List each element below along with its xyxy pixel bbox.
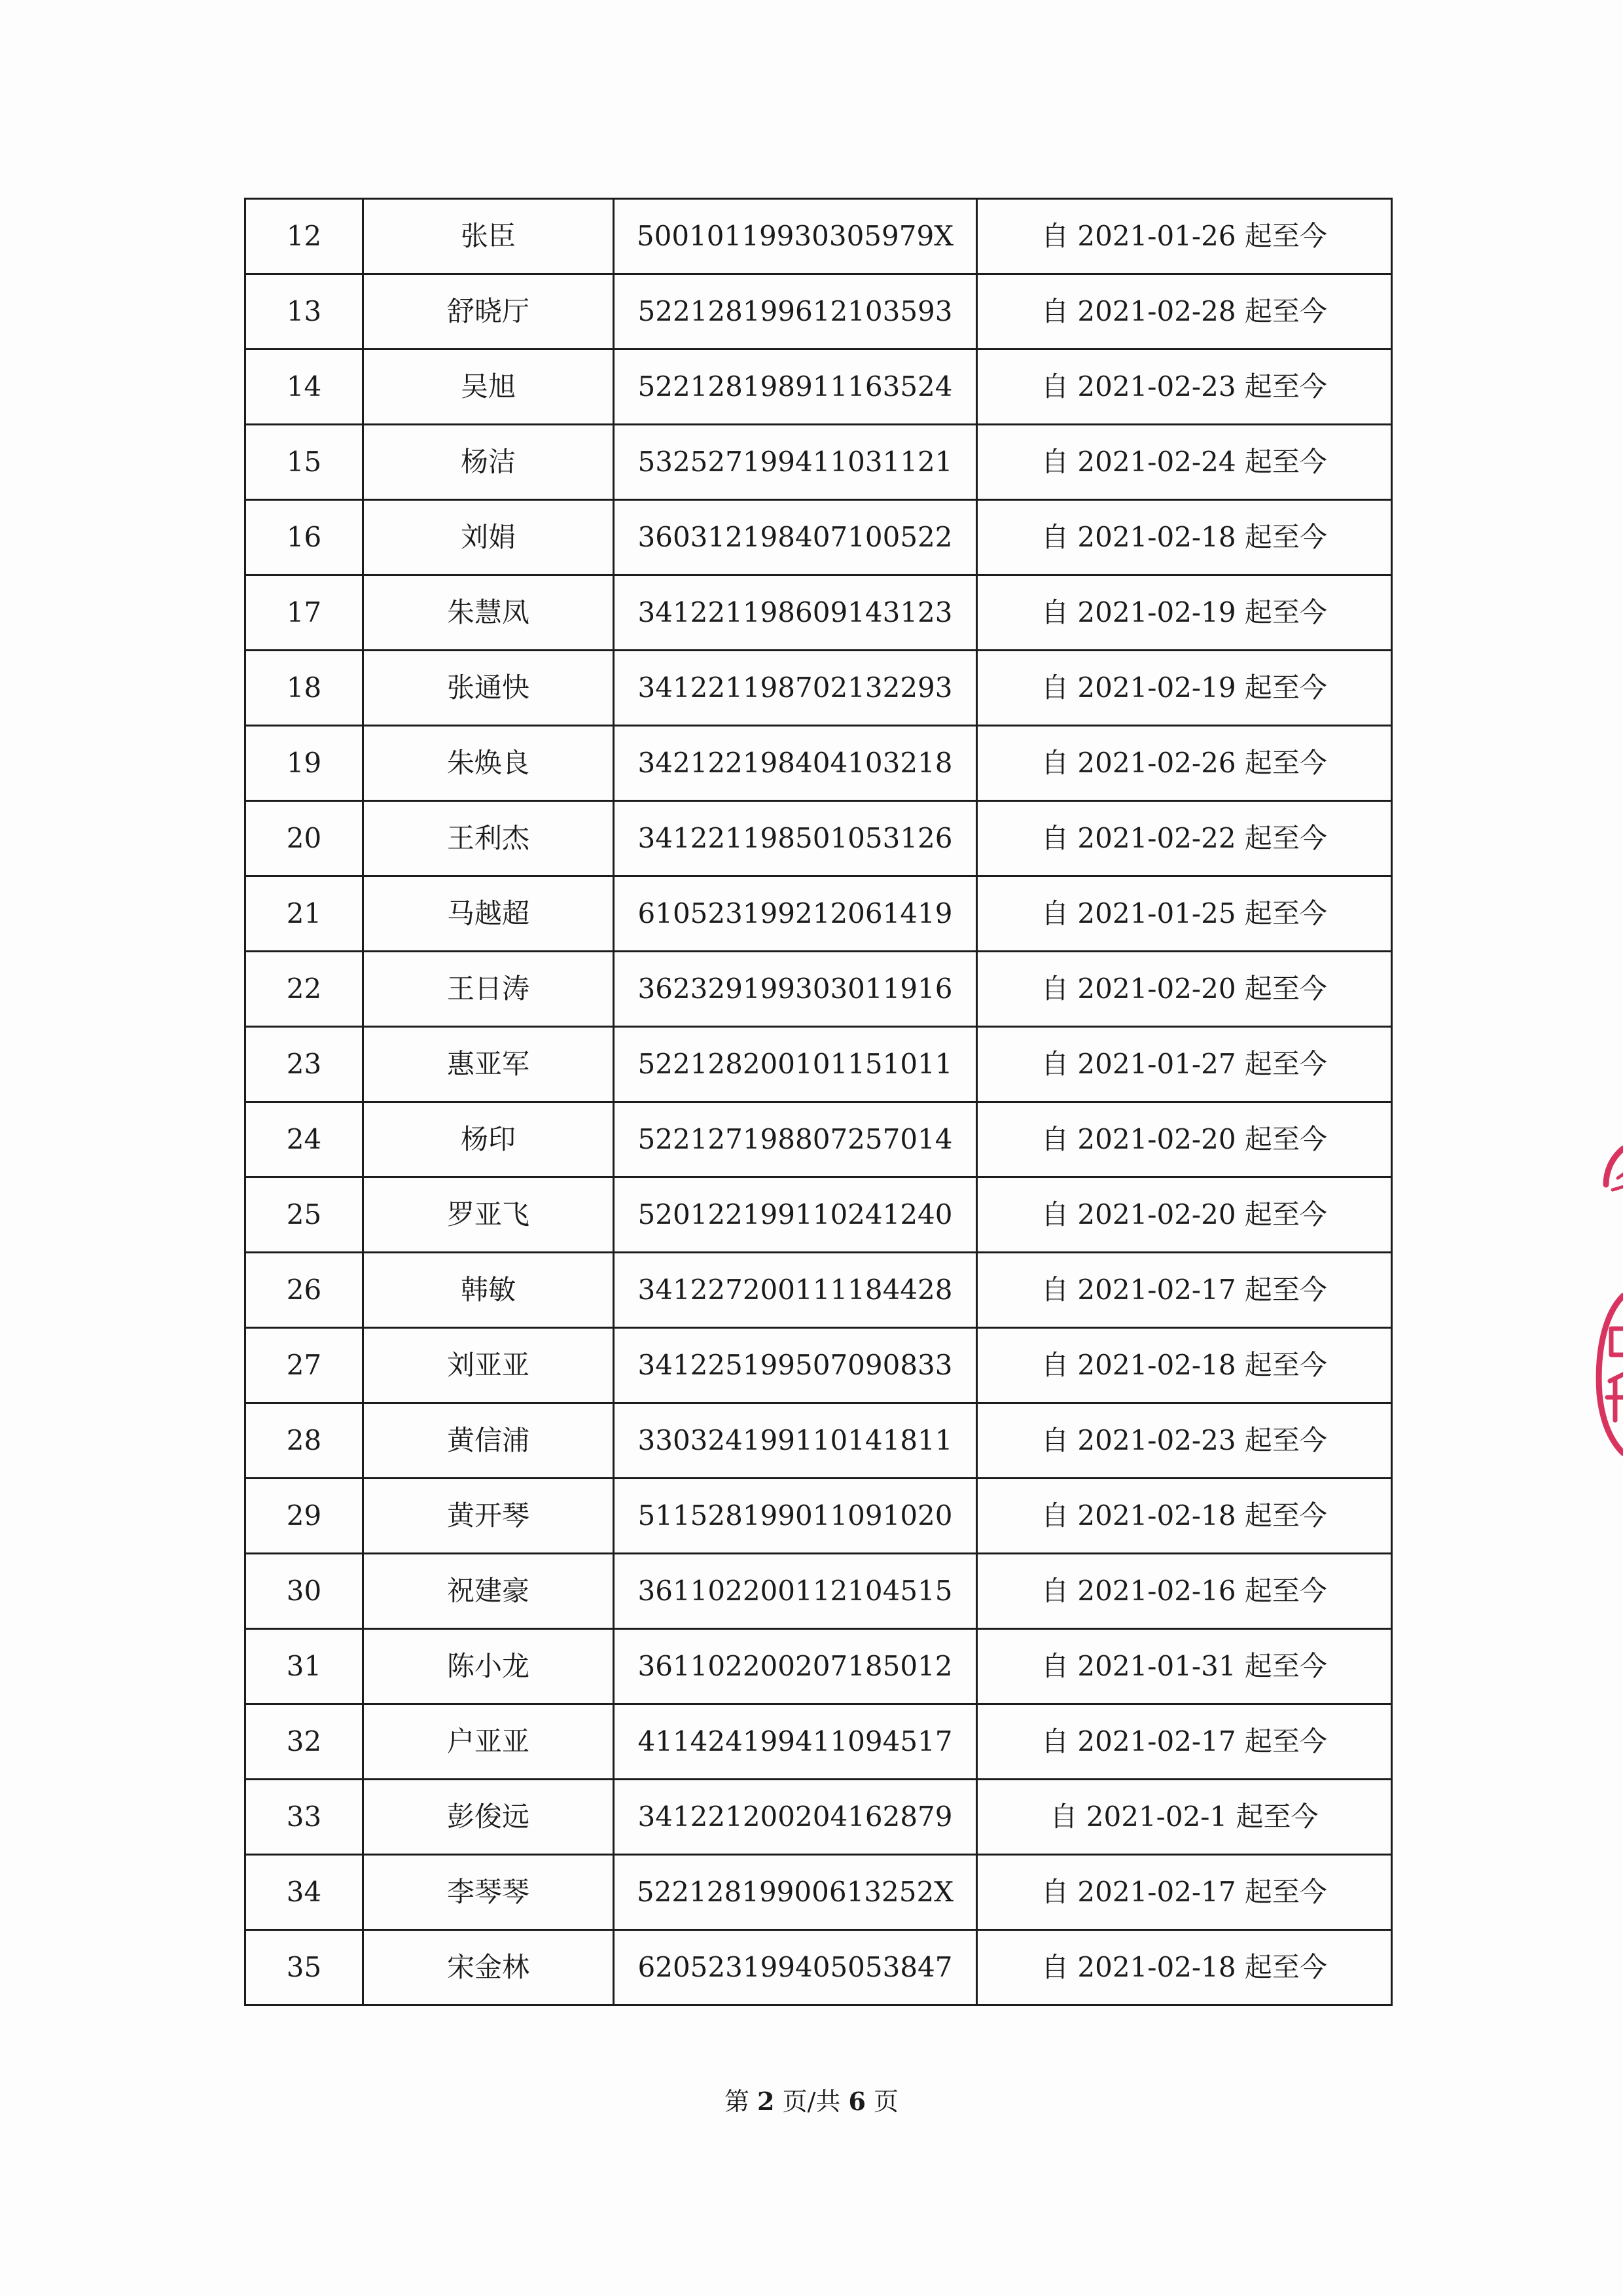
row-id-number: 522128198911163524: [614, 350, 977, 425]
table-row: [245, 1704, 1392, 1780]
footer-prefix: 第: [724, 2087, 749, 2116]
table-row: [245, 1027, 1392, 1102]
row-name: 朱焕良: [363, 726, 614, 801]
row-number: 12: [245, 199, 363, 274]
row-period: 自 2021-02-28 起至今: [977, 274, 1392, 350]
row-id-number: 511528199011091020: [614, 1479, 977, 1554]
row-name: 陈小龙: [363, 1629, 614, 1704]
row-period: 自 2021-02-24 起至今: [977, 425, 1392, 500]
row-period: 自 2021-02-23 起至今: [977, 350, 1392, 425]
row-name: 马越超: [363, 876, 614, 952]
row-number: 18: [245, 651, 363, 726]
row-id-number: 522128199612103593: [614, 274, 977, 350]
row-name: 李琴琴: [363, 1855, 614, 1930]
row-period: 自 2021-02-20 起至今: [977, 1177, 1392, 1253]
seal-fragment: [1577, 1132, 1623, 1473]
table-row: [245, 1328, 1392, 1403]
row-number: 25: [245, 1177, 363, 1253]
row-id-number: 330324199110141811: [614, 1403, 977, 1479]
row-name: 张通快: [363, 651, 614, 726]
footer-suffix: 页: [874, 2087, 899, 2116]
row-name: 黄信浦: [363, 1403, 614, 1479]
row-period: 自 2021-01-31 起至今: [977, 1629, 1392, 1704]
row-name: 刘亚亚: [363, 1328, 614, 1403]
table-row: [245, 274, 1392, 350]
row-number: 30: [245, 1554, 363, 1629]
row-name: 罗亚飞: [363, 1177, 614, 1253]
row-id-number: 52212819900613252X: [614, 1855, 977, 1930]
row-name: 杨印: [363, 1102, 614, 1177]
row-id-number: 610523199212061419: [614, 876, 977, 952]
row-id-number: 620523199405053847: [614, 1930, 977, 2005]
row-name: 宋金林: [363, 1930, 614, 2005]
row-id-number: 361102200207185012: [614, 1629, 977, 1704]
row-period: 自 2021-02-18 起至今: [977, 1328, 1392, 1403]
row-id-number: 341221200204162879: [614, 1780, 977, 1855]
row-period: 自 2021-02-17 起至今: [977, 1855, 1392, 1930]
row-id-number: 361102200112104515: [614, 1554, 977, 1629]
row-period: 自 2021-01-25 起至今: [977, 876, 1392, 952]
row-name: 彭俊远: [363, 1780, 614, 1855]
row-id-number: 360312198407100522: [614, 500, 977, 575]
row-period: 自 2021-02-17 起至今: [977, 1704, 1392, 1780]
row-period: 自 2021-02-18 起至今: [977, 1930, 1392, 2005]
table-row: [245, 1479, 1392, 1554]
table-row: [245, 952, 1392, 1027]
row-name: 黄开琴: [363, 1479, 614, 1554]
table-row: [245, 1855, 1392, 1930]
row-number: 31: [245, 1629, 363, 1704]
row-period: 自 2021-02-18 起至今: [977, 500, 1392, 575]
row-id-number: 411424199411094517: [614, 1704, 977, 1780]
row-id-number: 341225199507090833: [614, 1328, 977, 1403]
row-name: 韩敏: [363, 1253, 614, 1328]
row-number: 16: [245, 500, 363, 575]
table-row: [245, 726, 1392, 801]
row-period: 自 2021-02-23 起至今: [977, 1403, 1392, 1479]
footer-middle: 页/共: [782, 2087, 841, 2116]
table-row: [245, 1629, 1392, 1704]
row-name: 刘娟: [363, 500, 614, 575]
row-number: 28: [245, 1403, 363, 1479]
row-name: 吴旭: [363, 350, 614, 425]
row-name: 惠亚军: [363, 1027, 614, 1102]
row-number: 22: [245, 952, 363, 1027]
table-row: [245, 1102, 1392, 1177]
row-period: 自 2021-02-16 起至今: [977, 1554, 1392, 1629]
roster-table: [244, 198, 1393, 2006]
row-id-number: 341227200111184428: [614, 1253, 977, 1328]
row-number: 19: [245, 726, 363, 801]
table-row: [245, 199, 1392, 274]
row-period: 自 2021-02-20 起至今: [977, 1102, 1392, 1177]
row-period: 自 2021-02-19 起至今: [977, 651, 1392, 726]
row-id-number: 341221198501053126: [614, 801, 977, 876]
footer-total-pages: 6: [848, 2087, 866, 2116]
table-row: [245, 1403, 1392, 1479]
row-number: 27: [245, 1328, 363, 1403]
row-name: 王日涛: [363, 952, 614, 1027]
row-name: 舒晓厅: [363, 274, 614, 350]
table-row: [245, 1780, 1392, 1855]
table-row: [245, 1930, 1392, 2005]
row-id-number: 522128200101151011: [614, 1027, 977, 1102]
row-name: 户亚亚: [363, 1704, 614, 1780]
row-number: 21: [245, 876, 363, 952]
table-row: [245, 876, 1392, 952]
row-number: 32: [245, 1704, 363, 1780]
row-name: 朱慧凤: [363, 575, 614, 651]
row-id-number: 342122198404103218: [614, 726, 977, 801]
row-id-number: 522127198807257014: [614, 1102, 977, 1177]
row-name: 祝建豪: [363, 1554, 614, 1629]
row-period: 自 2021-02-1 起至今: [977, 1780, 1392, 1855]
table-row: [245, 801, 1392, 876]
table-row: [245, 1253, 1392, 1328]
row-name: 王利杰: [363, 801, 614, 876]
row-number: 29: [245, 1479, 363, 1554]
row-number: 35: [245, 1930, 363, 2005]
row-name: 杨洁: [363, 425, 614, 500]
row-number: 34: [245, 1855, 363, 1930]
row-number: 14: [245, 350, 363, 425]
row-number: 15: [245, 425, 363, 500]
table-row: [245, 1177, 1392, 1253]
row-id-number: 362329199303011916: [614, 952, 977, 1027]
row-id-number: 50010119930305979X: [614, 199, 977, 274]
table-row: [245, 425, 1392, 500]
row-period: 自 2021-02-18 起至今: [977, 1479, 1392, 1554]
table-row: [245, 500, 1392, 575]
row-period: 自 2021-02-20 起至今: [977, 952, 1392, 1027]
row-period: 自 2021-02-26 起至今: [977, 726, 1392, 801]
row-period: 自 2021-02-17 起至今: [977, 1253, 1392, 1328]
row-number: 20: [245, 801, 363, 876]
page-footer: [0, 2081, 1623, 2117]
footer-current-page: 2: [757, 2087, 775, 2116]
row-period: 自 2021-01-27 起至今: [977, 1027, 1392, 1102]
row-id-number: 341221198702132293: [614, 651, 977, 726]
row-id-number: 532527199411031121: [614, 425, 977, 500]
row-number: 23: [245, 1027, 363, 1102]
row-number: 24: [245, 1102, 363, 1177]
row-period: 自 2021-02-19 起至今: [977, 575, 1392, 651]
row-name: 张臣: [363, 199, 614, 274]
row-number: 33: [245, 1780, 363, 1855]
row-number: 13: [245, 274, 363, 350]
row-id-number: 520122199110241240: [614, 1177, 977, 1253]
row-number: 17: [245, 575, 363, 651]
table-row: [245, 1554, 1392, 1629]
row-id-number: 341221198609143123: [614, 575, 977, 651]
table-row: [245, 575, 1392, 651]
row-period: 自 2021-01-26 起至今: [977, 199, 1392, 274]
roster-body: [245, 199, 1392, 2005]
table-row: [245, 350, 1392, 425]
row-number: 26: [245, 1253, 363, 1328]
table-row: [245, 651, 1392, 726]
row-period: 自 2021-02-22 起至今: [977, 801, 1392, 876]
